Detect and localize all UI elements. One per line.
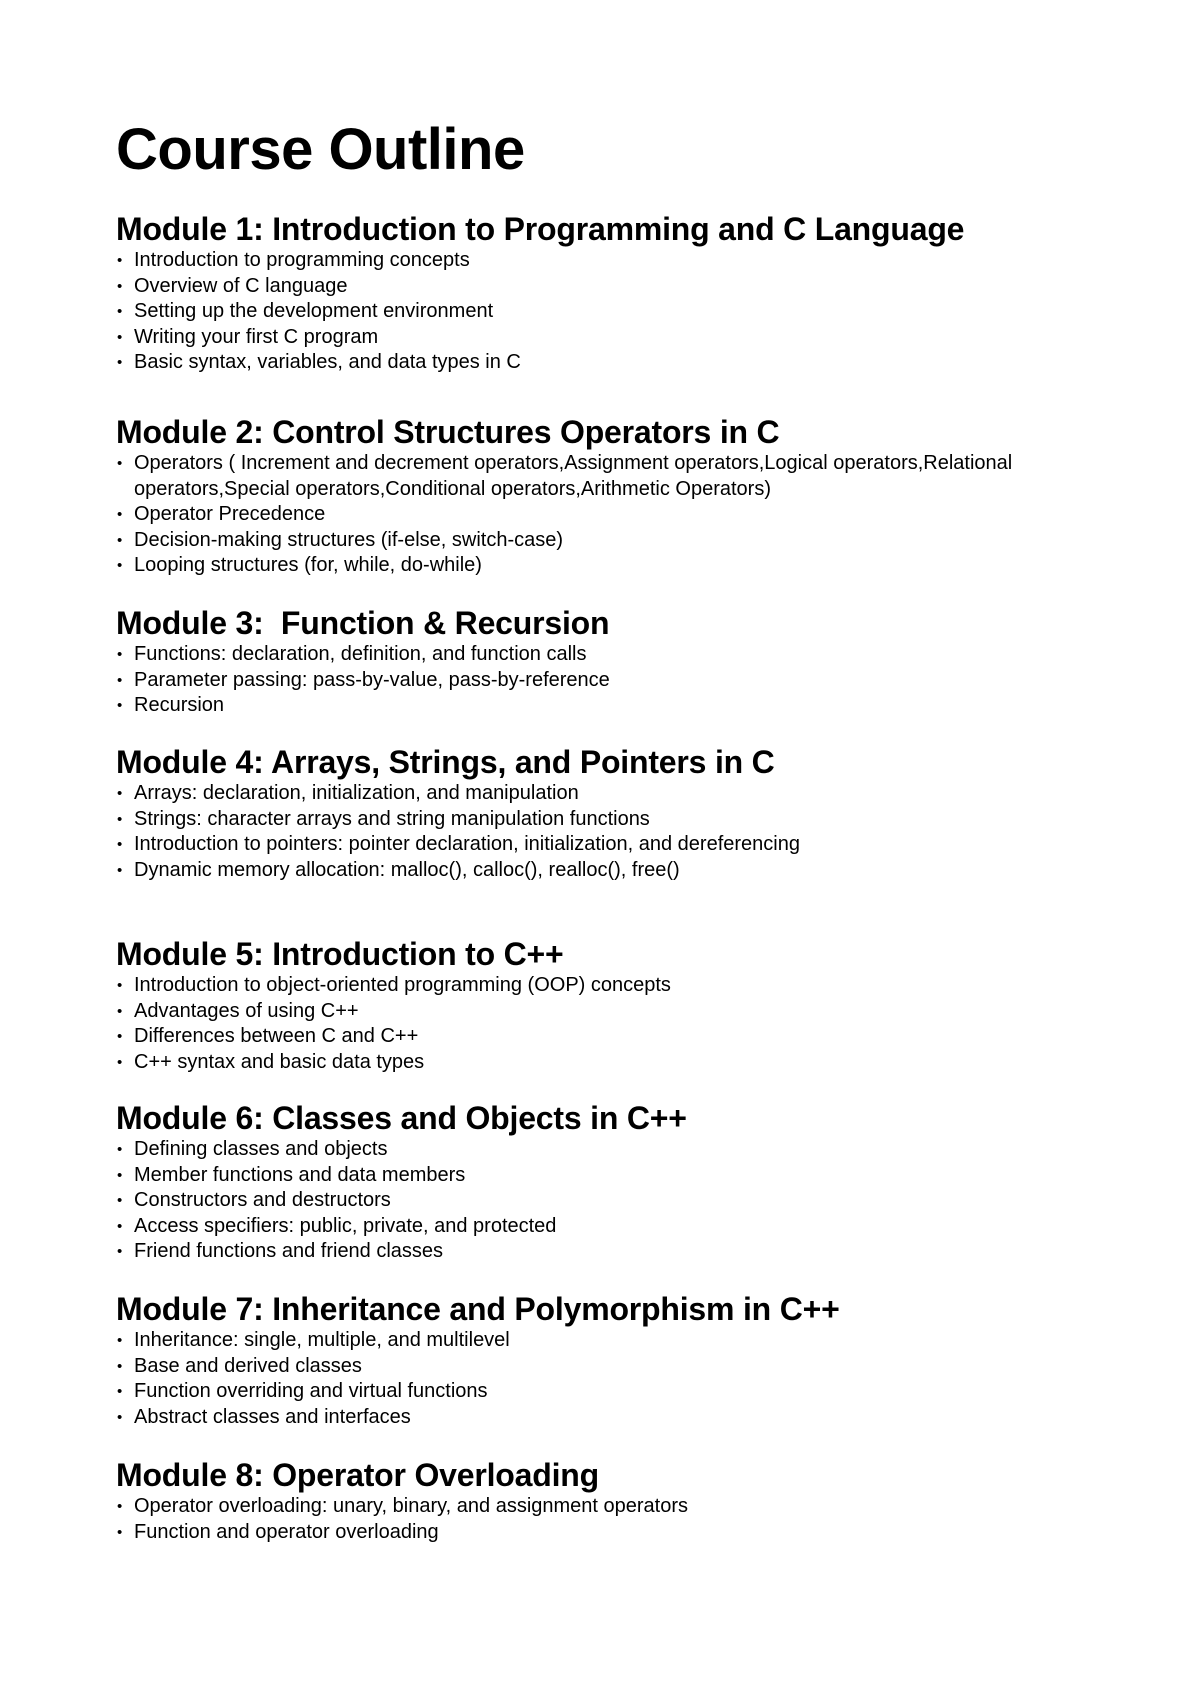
module-heading-7: Module 7: Inheritance and Polymorphism in C++ (116, 1291, 840, 1327)
list-item: • Introduction to programming concepts (116, 248, 1076, 274)
page-title: Course Outline (116, 117, 525, 182)
module-topic-list-8 (116, 1494, 1076, 1545)
list-item: • Advantages of using C++ (116, 999, 1076, 1025)
module-heading-6: Module 6: Classes and Objects in C++ (116, 1100, 687, 1136)
module-section-1 (116, 210, 1116, 376)
list-item: • Operator Precedence (116, 502, 1076, 528)
list-item: • Member functions and data members (116, 1163, 1076, 1189)
module-heading-5: Module 5: Introduction to C++ (116, 936, 564, 972)
list-item: • C++ syntax and basic data types (116, 1050, 1076, 1076)
list-item: • Friend functions and friend classes (116, 1239, 1076, 1265)
module-section-5 (116, 935, 1116, 1075)
list-item: • Function overriding and virtual functions (116, 1379, 1076, 1405)
list-item: • Functions: declaration, definition, and function calls (116, 642, 1076, 668)
list-item: • Basic syntax, variables, and data types in C (116, 350, 1076, 376)
list-item: • Introduction to object-oriented programming (OOP) concepts (116, 973, 1076, 999)
list-item: • Defining classes and objects (116, 1137, 1076, 1163)
list-item: • Parameter passing: pass-by-value, pass-by-reference (116, 668, 1076, 694)
list-item: • Dynamic memory allocation: malloc(), calloc(), realloc(), free() (116, 858, 1076, 884)
module-section-7 (116, 1290, 1116, 1430)
list-item: • Decision-making structures (if-else, switch-case) (116, 528, 1076, 554)
list-item: • Differences between C and C++ (116, 1024, 1076, 1050)
module-heading-4: Module 4: Arrays, Strings, and Pointers in C (116, 744, 775, 780)
list-item: • Operators ( Increment and decrement operators,Assignment operators,Logical operators,Relational operators,Special operators,Conditional operators,Arithmetic Operators) (116, 451, 1076, 502)
module-section-4 (116, 743, 1116, 883)
module-section-3 (116, 604, 1116, 719)
list-item: • Introduction to pointers: pointer declaration, initialization, and dereferencing (116, 832, 1076, 858)
list-item: • Constructors and destructors (116, 1188, 1076, 1214)
list-item: • Strings: character arrays and string manipulation functions (116, 807, 1076, 833)
list-item: • Access specifiers: public, private, and protected (116, 1214, 1076, 1240)
module-topic-list-3 (116, 642, 1076, 719)
list-item: • Function and operator overloading (116, 1520, 1076, 1546)
module-section-2 (116, 413, 1116, 579)
list-item: • Base and derived classes (116, 1354, 1076, 1380)
module-heading-1: Module 1: Introduction to Programming and C Language (116, 211, 965, 247)
list-item: • Arrays: declaration, initialization, and manipulation (116, 781, 1076, 807)
list-item: • Inheritance: single, multiple, and multilevel (116, 1328, 1076, 1354)
module-topic-list-5 (116, 973, 1076, 1075)
module-section-6 (116, 1099, 1116, 1265)
list-item: • Setting up the development environment (116, 299, 1076, 325)
list-item: • Writing your first C program (116, 325, 1076, 351)
list-item: • Abstract classes and interfaces (116, 1405, 1076, 1431)
list-item: • Overview of C language (116, 274, 1076, 300)
module-heading-2: Module 2: Control Structures Operators in C (116, 414, 780, 450)
module-section-8 (116, 1456, 1116, 1545)
module-topic-list-7 (116, 1328, 1076, 1430)
list-item: • Recursion (116, 693, 1076, 719)
module-topic-list-1 (116, 248, 1076, 376)
list-item: • Operator overloading: unary, binary, and assignment operators (116, 1494, 1076, 1520)
module-heading-8: Module 8: Operator Overloading (116, 1457, 599, 1493)
list-item: • Looping structures (for, while, do-while) (116, 553, 1076, 579)
module-topic-list-4 (116, 781, 1076, 883)
module-heading-3: Module 3: Function & Recursion (116, 605, 610, 641)
module-topic-list-6 (116, 1137, 1076, 1265)
module-topic-list-2 (116, 451, 1076, 579)
